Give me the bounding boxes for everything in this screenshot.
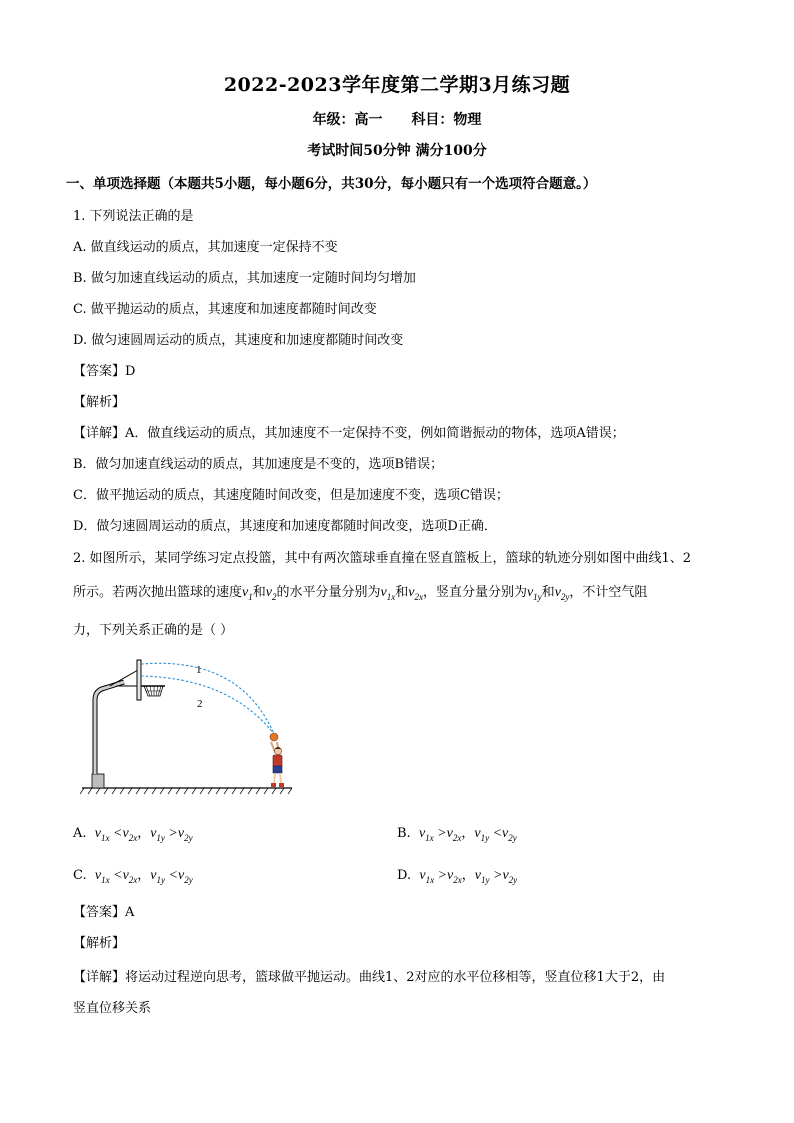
q1-answer: 【答案】D xyxy=(73,364,136,379)
hoop-base xyxy=(92,774,104,788)
q2-stem-line2: 所示。若两次抛出篮球的速度$v_1$和$v_2$的水平分量分别为$v_{1x}$和$v_{2x}$，竖直分量分别为$v_{1y}$和$v_{2y}$，不计空气阻 xyxy=(73,585,648,602)
q2-option-b: B. $v_{1x} >v_{2x}$，$v_{1y} <v_{2y}$ xyxy=(397,826,517,843)
q1-detail-2: B．做匀加速直线运动的质点，其加速度是不变的，选项B错误； xyxy=(73,457,444,472)
curve-1-label: 1 xyxy=(196,664,202,676)
q1-detail-4: D．做匀速圆周运动的质点，其速度和加速度都随时间改变，选项D正确． xyxy=(73,519,497,534)
q1-detail-3: C．做平抛运动的质点，其速度随时间改变，但是加速度不变，选项C错误； xyxy=(73,488,509,503)
q2-option-c: C. $v_{1x} <v_{2x}$，$v_{1y} <v_{2y}$ xyxy=(73,868,193,885)
page-title: 2022-2023学年度第二学期3月练习题 xyxy=(223,74,571,96)
q1-detail-1: 【详解】A．做直线运动的质点，其加速度不一定保持不变，例如简谐振动的物体，选项A错误； xyxy=(73,426,625,441)
curve-2-label: 2 xyxy=(197,698,203,710)
section-heading: 一、单项选择题（本题共5小题，每小题6分，共30分，每小题只有一个选项符合题意。） xyxy=(66,176,597,192)
trajectory-1 xyxy=(141,663,274,734)
hoop-pole xyxy=(95,682,124,774)
grade-label: 年级：高一 xyxy=(312,112,383,128)
exam-info: 考试时间50分钟 满分100分 xyxy=(307,143,487,159)
q2-stem-line1: 2. 如图所示，某同学练习定点投篮，其中有两次篮球垂直撞在竖直篮板上，篮球的轨迹分别如图中曲线1、2 xyxy=(73,551,692,566)
trajectory-2 xyxy=(141,676,274,734)
q2-answer: 【答案】A xyxy=(73,905,135,920)
q2-option-a: A. $v_{1x} <v_{2x}$，$v_{1y} >v_{2y}$ xyxy=(73,826,193,843)
q2-stem-line3: 力，下列关系正确的是（ ） xyxy=(73,623,234,638)
q2-option-d: D. $v_{1x} >v_{2x}$，$v_{1y} >v_{2y}$ xyxy=(397,868,518,885)
q1-option-d: D. 做匀速圆周运动的质点，其速度和加速度都随时间改变 xyxy=(73,333,404,348)
basketball-figure xyxy=(80,656,300,798)
subject-label: 科目：物理 xyxy=(411,112,482,128)
grade-subject-line xyxy=(0,109,794,129)
q2-detail-1: 【详解】将运动过程逆向思考，篮球做平抛运动。曲线1、2对应的水平位移相等，竖直位移1大于2，由 xyxy=(73,970,666,985)
q1-stem: 1. 下列说法正确的是 xyxy=(73,209,194,224)
player-figure xyxy=(270,733,284,787)
ground-hatching xyxy=(80,788,292,794)
backboard xyxy=(137,660,141,700)
q1-option-c: C. 做平抛运动的质点，其速度和加速度都随时间改变 xyxy=(73,302,377,317)
basketball xyxy=(270,733,278,741)
q1-option-b: B. 做匀加速直线运动的质点，其加速度一定随时间均匀增加 xyxy=(73,271,416,286)
q2-detail-2: 竖直位移关系 xyxy=(73,1001,152,1016)
q1-option-a: A. 做直线运动的质点，其加速度一定保持不变 xyxy=(73,240,338,255)
q1-analysis-label: 【解析】 xyxy=(73,395,126,410)
q2-analysis-label: 【解析】 xyxy=(73,936,126,951)
